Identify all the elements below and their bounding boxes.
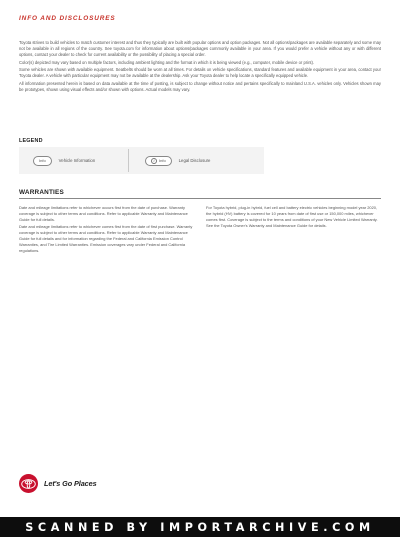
warranty-paragraph: Date and mileage limitations refer to whichever occurs first from the date of purchase. Warranty coverage is subject to other terms and conditions. Refer to applicable Warranty and Maintenance Guide for full details. — [19, 205, 188, 222]
legend-item-legal-disclosure — [145, 147, 210, 174]
info-paragraph: Some vehicles are shown with available equipment. Seatbelts should be worn at all times. For details on vehicle specifications, standard features and available equipment in your area, contact your Toyota dealer. A vehicle with particular equipment may not be available at the dealership. Ask your Toyota dealer to help locate a specifically equipped vehicle. — [19, 67, 381, 79]
warranties-left-column — [19, 205, 194, 255]
legend-divider — [128, 149, 129, 172]
scan-watermark-banner: SCANNED BY IMPORTARCHIVE.COM — [0, 517, 400, 537]
info-disclosures-heading: INFO AND DISCLOSURES — [19, 15, 116, 22]
toyota-emblem-icon — [21, 479, 36, 489]
legend-item-label: Vehicle Information — [58, 158, 96, 163]
legend-item-label: Legal Disclosure — [178, 158, 211, 163]
info-pill-label: Info — [159, 158, 166, 163]
legend-item-vehicle-information — [33, 147, 95, 174]
info-paragraph: Color(s) depicted may vary based on multiple factors, including ambient lighting and the format in which it is being viewed (e.g., computer, mobile device or print). — [19, 59, 315, 65]
legend-heading: LEGEND — [19, 138, 43, 144]
info-pill — [145, 156, 172, 166]
info-paragraph: All information presented herein is based on data available at the time of posting, is subject to change without notice and pertains specifically to mainland U.S.A. vehicles only. Vehicles shown may be prototypes, shown using visual effects and/or shown with options. Actual models may vary. — [19, 80, 381, 92]
warranty-paragraph: Date and mileage limitations refer to whichever comes first from the date of first purchase. Warranty coverage is subject to other terms and conditions. Refer to applicable Warranty and Maintenance Guide for full details and for information regarding the Federal and California Emission Control Warranties, and Tire Limited Warranties. Emission coverages vary under Federal and California regulations. — [19, 224, 193, 253]
info-disclosures-body — [19, 40, 381, 94]
info-pill-label: Info — [39, 158, 46, 163]
warranties-right-column — [206, 205, 381, 230]
legend-box — [19, 147, 264, 174]
warranties-heading: WARRANTIES — [19, 189, 64, 196]
warranty-paragraph: For Toyota hybrid, plug-in hybrid, fuel cell and battery electric vehicles beginning model year 2020, the hybrid (HV) battery is covered for 10 years from date of first use or 150,000 miles, whichever comes first. Coverage is subject to the terms and conditions of your New Vehicle Limited Warranty. See the Toyota Owner's Warranty and Maintenance Guide for details. — [206, 205, 378, 228]
toyota-logo-icon — [19, 474, 38, 493]
brand-footer — [19, 474, 97, 493]
info-circle-icon: i — [151, 158, 157, 164]
info-pill — [33, 156, 52, 166]
warranties-divider — [19, 198, 381, 199]
brand-tagline: Let's Go Places — [44, 479, 97, 488]
info-paragraph: Toyota strives to build vehicles to match customer interest and thus they typically are built with popular options and option packages. Not all options/packages are available separately and some may not be available in all regions of the country. See toyota.com for information about options/packages commonly available in your area. If you would prefer a vehicle without any or with different options, contact your dealer to check for current availability or the possibility of placing a special order. — [19, 40, 381, 58]
